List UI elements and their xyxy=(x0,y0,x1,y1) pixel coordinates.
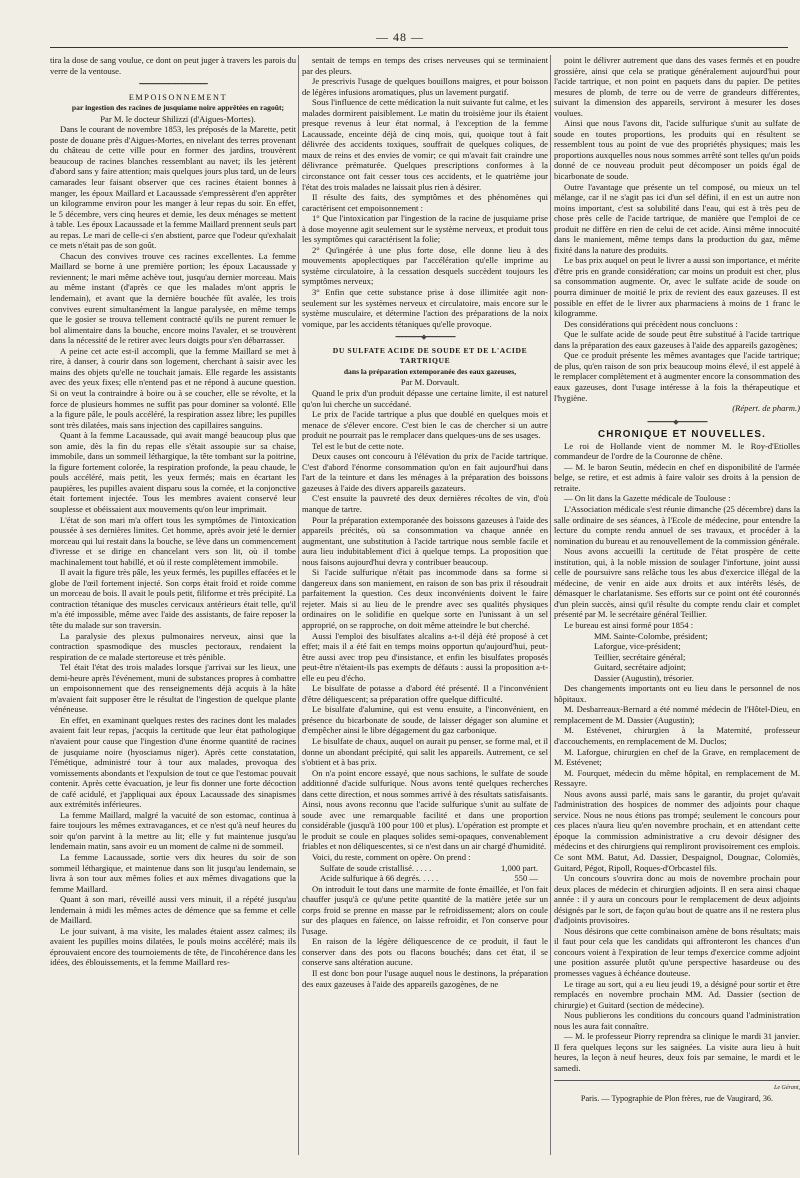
paragraph: Que ce produit présente les mêmes avantages que l'acide tartrique; de plus, qu'en raison de son prix beaucoup moins élevé, il est appelé à le remplacer complètement et à augmenter encore la consommation des eaux gazeuses, dont l'usage intéresse à la fois la thérapeutique et l'hygiène. xyxy=(554,350,800,403)
paragraph: Deux causes ont concouru à l'élévation du prix de l'acide tartrique. C'est d'abord l'énorme consommation qu'on en fait aujourd'hui dans l'art de la teinture et dans les ménages à la préparation des boissons gazeuses à l'aide des divers appareils gazateurs. xyxy=(302,451,548,493)
separator-ornament: ━━━━━━━━◆━━━━━━━━━ xyxy=(647,417,707,426)
paragraph: M. Estévenet, chirurgien à la Maternité, professeur d'accouchements, en remplacement de M. Duclos; xyxy=(554,725,800,746)
paragraph: Quand le prix d'un produit dépasse une certaine limite, il est naturel qu'on lui cherche un succédané. xyxy=(302,387,548,409)
column-divider xyxy=(298,55,299,1155)
recipe-item: Sulfate de soude cristallisé. . . . . xyxy=(320,862,432,873)
paragraph: 3° Enfin que cette substance prise à dose illimitée agit non-seulement sur les systèmes nerveux et circulatoire, mais encore sur le système musculaire, et détermine l'action des préparations de la noix vomique, par les accidents tétaniques qu'elle provoque. xyxy=(302,287,548,329)
article-author: Par M. Dorvault. xyxy=(400,377,460,388)
paragraph: Il avait la figure très pâle, les yeux fermés, les pupilles effacées et le globe de l'œil fortement injecté. Son corps était froid et roide comme un morceau de bois. Il avait le pouls petit, filiforme et très précipité. La contraction tétanique des muscles cervicaux antérieurs était telle, qu'il m'a été impossible, même avec l'aide des assistants, de faire reposer la tête du malade sur son traversin. xyxy=(50,567,296,630)
paragraph: En raison de la légère déliquescence de ce produit, il faut le conserver dans des pots ou flacons bouchés; dans cet état, il se conserve sans altération aucune. xyxy=(302,936,548,968)
paragraph: On introduit le tout dans une marmite de fonte émaillée, et l'on fait chauffer jusqu'à ce qu'une petite quantité de la matière jetée sur un corps froid se prenne en masse par le refroidissement; alors on coule sur des plaques en faïence, on laisse refroidir, et l'on conserve pour l'usage. xyxy=(302,883,548,936)
news-body xyxy=(554,441,800,631)
paragraph: La femme Maillard, malgré la vacuité de son estomac, continua à faire toujours les mêmes extravagances, et ce n'est qu'à neuf heures du soir qu'on parvint à la mettre au lit; elle y fut maintenue jusqu'au lendemain matin, sans avoir eu un moment de calme ni de sommeil. xyxy=(50,809,296,852)
article-author: Par M. le docteur Shilizzi (d'Aigues-Mortes). xyxy=(100,113,256,124)
bureau-list xyxy=(554,631,800,684)
paragraph: Quant à son mari, réveillé aussi vers minuit, il a répété jusqu'au lendemain à midi les mêmes actes de démence que sa femme et celle de Maillard. xyxy=(50,894,296,926)
recipe-quantity: 550 — xyxy=(514,873,538,884)
paragraph: Dassier (Augustin), trésorier. xyxy=(594,672,694,683)
paragraph: Nous publierons les conditions du concours quand l'administration nous les aura fait connaître. xyxy=(554,1010,800,1031)
source-citation: (Répert. de pharm.) xyxy=(732,403,800,414)
paragraph: Tel est le but de cette note. xyxy=(312,440,404,451)
paragraph: Un concours s'ouvrira donc au mois de novembre prochain pour deux places de médecin et chirurgien adjoints. Il en sera ainsi chaque année : il y aura un concours pour le remplacement de deux adjoints désignés par le sort, de façon qu'au bout de quatre ans il ne restera plus d'adjoints provisoires. xyxy=(554,873,800,926)
column-1 xyxy=(50,55,296,968)
paragraph: Le jour suivant, à ma visite, les malades étaient assez calmes; ils avaient les pupilles moins dilatées, le pouls moins accéléré; mais ils éprouvaient encore des tournoiements de tête, de l'incohérence dans les idées, des éblouissements, et la femme Maillard res- xyxy=(50,925,296,968)
paragraph: M. Fourquet, médecin du même hôpital, en remplacement de M. Ressayre. xyxy=(554,767,800,789)
recipe-item: Acide sulfurique à 66 degrés. . . . . xyxy=(320,873,439,884)
recipe-list xyxy=(302,863,548,884)
paragraph: On n'a point encore essayé, que nous sachions, le sulfate de soude additionné d'acide sulfurique. Nous avons tenté quelques recherches dans cette direction, et nous sommes arrivé à des résultats satisfaisants. Ainsi, nous avons reconnu que l'acide sulfurique s'unit au sulfate de soude avec une remarquable facilité et dans une proportion considérable (jusqu'à 100 pour 100 et plus). L'opération est prompte et le produit se coule en plaques solides semi-opaques, convenablement friables et non déliquescentes, si ce n'est dans un air chargé d'humidité. xyxy=(302,767,548,852)
paragraph: Nous avons accueilli la certitude de l'état prospère de cette institution, qui, à la noble mission de soulager l'infortune, joint aussi celle de poursuivre sans relâche tous les abus d'exercice illégal de la médecine, de venir en aide aux droits et aux intérêts lésés, de démasquer le charlatanisme. Ses efforts sur ce point ont été couronnés d'un plein succès, ainsi qu'il résulte du compte rendu clair et complet présenté par M. le secrétaire général Teillier. xyxy=(554,546,800,620)
paragraph: Pour la préparation extemporanée des boissons gazeuses à l'aide des appareils précités, où sa consommation va chaque année en augmentant, une substitution à l'acide tartrique nous semble facile et aura lieu indubitablement d'ici à quelque temps. La proposition que nous faisons aujourd'hui devra y contribuer beaucoup. xyxy=(302,514,548,567)
paragraph: Que le sulfate acide de soude peut être substitué à l'acide tartrique dans la préparation des eaux gazeuses à l'aide des appareils gazogènes; xyxy=(554,329,800,350)
paragraph: En effet, en examinant quelques restes des racines dont les malades avaient fait leur repas, j'acquis la certitude que leur état pathologique n'avaient pour cause que l'ingestion d'une énorme quantité de racines de jusquiame noire (hyosciamus niger). Après cette constatation, l'émétique, administré tour à tour aux malades, provoqua des vomissements abondants et l'expulsion de tout ce que l'estomac pouvait contenir. Après cette évacuation, je leur fis donner une forte décoction de café acidulé, et j'appliquai aux époux Lacaussade des sinapismes aux extrémités inférieures. xyxy=(50,714,296,810)
paragraph: Chacun des convives trouve ces racines excellentes. La femme Maillard se borne à une première portion; les époux Lacaussade y reviennent; le mari même achève tout, jusqu'au dernier morceau. Mais au même instant (d'après ce que les malades m'ont appris le lendemain), et avant que la dernière bouchée fût avalée, les trois convives eurent simultanément la langue paralysée, en même temps que le gosier se trouva tellement contracté qu'ils ne purent remuer le bol alimentaire dans la bouche, encore moins l'avaler, et se trouvèrent dans la nécessité de le retirer avec leurs doigts pour s'en débarrasser. xyxy=(50,250,296,346)
printer-imprint: Paris. — Typographie de Plon frères, rue de Vaugirard, 36. xyxy=(580,1094,774,1104)
paragraph: point le délivrer autrement que dans des vases fermés et en poudre grossière, ainsi que cela se pratique généralement aujourd'hui pour l'acide tartrique, et non point en paquets dans du papier. De petites mesures de plomb, de terre ou de verre de grandeurs différentes, suivant la dimension des appareils, serviront à mesurer les doses voulues. xyxy=(554,55,800,118)
paragraph: Le bisulfate de potasse a d'abord été présenté. Il a l'inconvénient d'être déliquescent; sa préparation offre quelque difficulté. xyxy=(302,683,548,704)
page-number: — 48 — xyxy=(376,30,424,44)
article-body xyxy=(302,884,548,989)
paragraph: Il résulte des faits, des symptômes et des phénomènes qui caractérisent cet empoisonnement : xyxy=(302,192,548,213)
separator-ornament: ━━━━━━━━━━━━━━━━━━━━━ xyxy=(139,80,207,89)
paragraph: Le bisulfate d'alumine, qui est venu ensuite, a l'inconvénient, en présence du bicarbonate de soude, de laisser dégager son alumine et d'empêcher ainsi le libre dégagement du gaz carbonique. xyxy=(302,704,548,736)
paragraph: La femme Lacaussade, sortie vers dix heures du soir de son sommeil léthargique, et maintenue dans son lit jusqu'au lendemain, se livra à son tour aux mêmes folies et aux mêmes divagations que la femme Maillard. xyxy=(50,852,296,894)
paragraph: Si l'acide sulfurique n'était pas incommode dans sa forme si dangereux dans son maniement, en raison de son bas prix il résoudrait parfaitement la question. Ces deux inconvénients doivent le faire rejeter. Mais si au lieu de le prendre avec ses qualités physiques ordinaires on le solidifie en quelque sorte en l'unissant à un sel approprié, on se rapproche, on doit même atteindre le but cherché. xyxy=(302,567,548,630)
column-2 xyxy=(302,55,548,989)
article-subtitle: dans la préparation extemporanée des eaux gazeuses, xyxy=(343,366,517,376)
paragraph: 1° Que l'intoxication par l'ingestion de la racine de jusquiame prise à dose moyenne agit seulement sur le système nerveux, et produit tous les symptômes qui caractérisent la folie; xyxy=(302,213,548,245)
paragraph: Quant à la femme Lacaussade, qui avait mangé beaucoup plus que son amie, dès la fin du repas elle s'était assoupie sur sa chaise, immobile, dans un sommeil léthargique, la tête tombant sur la poitrine, la figure fortement colorée, la respiration profonde, la peau chaude, le pouls accéléré, mais petit, les yeux fermés; mais en écartant les paupières, les pupilles avaient disparu sous la cornée, et la conjonctive était fortement injectée. Tous les membres avaient conservé leur souplesse et obéissaient aux mouvements qu'on leur imprimait. xyxy=(50,430,296,514)
paragraph: M. Desbarreaux-Bernard a été nommé médecin de l'Hôtel-Dieu, en remplacement de M. Dassier (Augustin); xyxy=(554,704,800,725)
paragraph: Teillier, secrétaire général; xyxy=(594,651,686,662)
paragraph: Dans le courant de novembre 1853, les préposés de la Marette, petit poste de douane près d'Aigues-Mortes, en nivelant des terres provenant du château de cette ville pour en former des jardins, trouvèrent beaucoup de racines blanches ressemblant au navet; ils les jetèrent d'abord sans y faire attention; mais quelques jours plus tard, un de leurs camarades leur faisant observer que ces racines étaient bonnes à manger, les époux Maillard et Lacaussade s'empressèrent d'en apprêter un kilogramme environ pour les manger à leur repas du soir. En effet, le 5 décembre, vers cinq heures et demie, les deux ménages se mettent à table. Les époux Lacaussade et la femme Maillard prennent seuls part au repas. Le mari de celle-ci s'en abstient, parce que l'odeur qu'exhalait ce mets n'était pas de son goût. xyxy=(50,124,296,251)
article-body xyxy=(554,55,800,403)
paragraph: A peine cet acte est-il accompli, que la femme Maillard se met à rire, à danser, à courir dans son logement, cherchant à saisir avec les mains des objets qu'elle ne touchait jamais. Elle regarde les assistants avec des yeux fixes; elle n'entend pas et ne répond à aucune question. Si on veut la contraindre à boire ou à se coucher, elle se révolte, et la force de plusieurs hommes ne suffit pas pour dominer sa volonté. Elle a la figure pâle, le pouls accéléré, la respiration assez libre; les pupilles sont très dilatées, mais sans injection des capillaires sanguins. xyxy=(50,345,296,430)
paragraph: Guitard, secrétaire adjoint; xyxy=(594,662,686,673)
paragraph: 2° Qu'ingérée à une plus forte dose, elle donne lieu à des mouvements apoplectiques par l'accélération qu'elle imprime au système circulatoire, à la cessation desquels succèdent toujours les symptômes nerveux; xyxy=(302,244,548,287)
paragraph: Tel était l'état des trois malades lorsque j'arrivai sur les lieux, une demi-heure après l'événement, muni de substances propres à combattre un empoisonnement que des renseignements déjà acquis à la hâte m'avaient fait supposer être le résultat de l'ingestion de quelque plante vénéneuse. xyxy=(50,662,296,715)
paragraph: Je prescrivis l'usage de quelques bouillons maigres, et pour boisson de légères infusions aromatiques, plus un lavement purgatif. xyxy=(302,76,548,97)
paragraph: Il est donc bon pour l'usage auquel nous le destinons, la préparation des eaux gazeuses à l'aide des appareils gazogènes, de ne xyxy=(302,968,548,989)
footer-rule xyxy=(554,1080,800,1081)
article-subtitle: par ingestion des racines de jusquiame noire apprêtées en ragoût; xyxy=(71,103,285,113)
paragraph: Des changements importants ont eu lieu dans le personnel de nos hôpitaux. xyxy=(554,683,800,704)
article-text: tira la dose de sang voulue, ce dont on peut juger à travers les parois du verre de la ventouse. xyxy=(50,55,296,76)
paragraph: Sous l'influence de cette médication la nuit suivante fut calme, et les malades dormirent paisiblement. Le matin du troisième jour ils étaient presque revenus à leur état normal, à l'exception de la femme Lacaussade, enceinte déjà de cinq mois, qui, quoique tout à fait délivrée des accidents toxiques, souffrait de quelques coliques, de maux de reins et des envies de vomir; ce qui m'avait fait craindre une délivrance prématurée. Quelques prescriptions conformes à la circonstance ont fait cesser tous ces accidents, et le quatrième jour l'état des trois malades ne laissait plus rien à désirer. xyxy=(302,97,548,192)
paragraph: Laforgue, vice-président; xyxy=(594,641,681,652)
section-heading: CHRONIQUE ET NOUVELLES. xyxy=(597,429,767,441)
paragraph: La paralysie des plexus pulmonaires nerveux, ainsi que la contraction spasmodique des muscles pectoraux, rendaient la respiration de ce malade stertoreuse et très pénible. xyxy=(50,630,296,662)
recipe-row xyxy=(302,863,548,874)
header-rule xyxy=(50,47,788,48)
paragraph: sentait de temps en temps des crises nerveuses qui se terminaient par des pleurs. xyxy=(302,55,548,76)
paragraph: MM. Sainte-Colombe, président; xyxy=(594,630,708,641)
news-body xyxy=(554,683,800,1073)
paragraph: Le prix de l'acide tartrique a plus que doublé en quelques mois et menace de s'élever encore. C'est bien le cas de chercher si un autre produit ne pourrait pas le remplacer dans quelques-uns de ses usages. xyxy=(302,409,548,441)
paragraph: Outre l'avantage que présente un tel composé, ou mieux un tel mélange, car il ne s'agit pas ici d'un sel défini, il en est un autre non moins important, c'est sa solubilité dans l'eau, qui est à très peu de chose près celle de l'acide tartrique, de manière que l'emploi de ce produit ne diffère en rien de celui de cet acide. Ainsi même innocuité dans le maniement, même temps dans la production du gaz, même fixité dans la nature des produits. xyxy=(554,181,800,255)
column-3 xyxy=(554,55,800,1105)
paragraph: — On lit dans la Gazette médicale de Toulouse : xyxy=(564,493,731,504)
paragraph: Nous désirons que cette combinaison amène de bons résultats; mais il faut pour cela que les candidats qui affronteront les chances d'un concours voient à l'expiration de leur temps d'exercice comme adjoint une position assurée plutôt qu'une perspective hasardeuse ou des promesses vagues à échéance douteuse. xyxy=(554,925,800,979)
article-body xyxy=(50,124,296,968)
article-title: EMPOISONNEMENT xyxy=(128,92,228,102)
recipe-quantity: 1,000 part. xyxy=(501,862,538,873)
paragraph: Nous avons aussi parlé, mais sans le garantir, du projet qu'avait l'administration des hospices de nommer des adjoints pour chaque service. Nous ne nous étions pas trompé; seulement le concours pour ces places n'aura lieu qu'en novembre prochain, et en attendant cette époque la commission administrative a cru devoir désigner des médecins et des chirurgiens qui rempliront provisoirement ces emplois. Ce sont MM. Batut, Ad. Dassier, Despaignol, Dougnac, Colomiès, Guitard, Pégot, Ripoll, Roques-d'Orbcastel fils. xyxy=(554,788,800,873)
column-divider xyxy=(550,55,551,1155)
paragraph: — M. le baron Seutin, médecin en chef en disponibilité de l'armée belge, se retire, et est admis à faire valoir ses droits à la pension de retraite. xyxy=(554,461,800,493)
paragraph: Voici, du reste, comment on opère. On prend : xyxy=(312,852,471,863)
paragraph: Le bas prix auquel on peut le livrer a aussi son importance, et mérite d'être pris en grande considération; car moins un produit est cher, plus sa consommation augmente. Or, avec le sulfate acide de soude on pourra diminuer de moitié le prix de revient des eaux gazeuses. Il est possible en effet de le livrer aux pharmaciens à moins de 1 franc le kilogramme. xyxy=(554,255,800,319)
article-title: DU SULFATE ACIDE DE SOUDE ET DE L'ACIDE TARTRIQUE xyxy=(332,345,528,366)
paragraph: L'Association médicale s'est réunie dimanche (25 décembre) dans la salle ordinaire de ses séances, à l'Ecole de médecine, pour entendre la lecture du compte rendu annuel de ses travaux, et procéder à la nomination du bureau et au renouvellement de la commission générale. xyxy=(554,503,800,546)
article-body xyxy=(302,55,548,329)
paragraph: Aussi l'emploi des bisulfates alcalins a-t-il déjà été proposé à cet effet; mais il a été fait en temps moins opportun qu'aujourd'hui, peut-être aussi avec trop peu d'insistance, et enfin les bisulfates proposés peut-être n'étaient-ils pas exempts de défauts : aussi la proposition a-t-elle eu peu d'écho. xyxy=(302,630,548,683)
paragraph: M. Laforgue, chirurgien en chef de la Grave, en remplacement de M. Estévenet; xyxy=(554,746,800,768)
paragraph: Le tirage au sort, qui a eu lieu jeudi 19, a désigné pour sortir et être remplacés en novembre prochain MM. Ad. Dassier (section de chirurgie) et Guitard (section de médecine). xyxy=(554,978,800,1010)
paragraph: Le bureau est ainsi formé pour 1854 : xyxy=(564,619,694,630)
paragraph: — M. le professeur Piorry reprendra sa clinique le mardi 31 janvier. Il fera quelques leçons sur les saignées. La visite aura lieu à huit heures, la leçon à neuf heures, deux fois par semaine, le mardi et le samedi. xyxy=(554,1031,800,1073)
paragraph: Des considérations qui précèdent nous concluons : xyxy=(564,318,738,329)
recipe-row xyxy=(302,873,548,884)
paragraph: L'état de son mari m'a offert tous les symptômes de l'intoxication poussée à ses dernières limites. Cet homme, après avoir jeté le dernier morceau qui lui restait dans la bouche, se lève dans un commencement d'ivresse et se dirige en chancelant vers son lit, où il tombe machinalement tout habillé, et où il reste complètement immobile. xyxy=(50,514,296,567)
paragraph: Le roi de Hollande vient de nommer M. le Roy-d'Etiolles commandeur de l'ordre de la Couronne de chêne. xyxy=(554,440,800,462)
paragraph: Le bisulfate de chaux, auquel on aurait pu penser, se forme mal, et il donne un abondant précipité, qui salit les appareils. Autrement, ce sel s'obtient et à bas prix. xyxy=(302,736,548,768)
separator-ornament: ━━━━━━━━◆━━━━━━━━━ xyxy=(395,333,455,342)
article-body xyxy=(302,388,548,863)
paragraph: C'est ensuite la pauvreté des deux dernières récoltes de vin, d'où manque de tartre. xyxy=(302,493,548,514)
manager-signature: Le Gérant, xyxy=(774,1084,800,1091)
paragraph: Ainsi que nous l'avons dit, l'acide sulfurique s'unit au sulfate de soude en toutes proportions, les produits qui en résultent se ressemblent tous au point de vue des propriétés physiques; mais les proportions auxquelles nous nous sommes arrêté sont telles qu'un poids donné de ce nouveau produit peut décomposer un poids égal de bicarbonate de soude. xyxy=(554,118,800,182)
